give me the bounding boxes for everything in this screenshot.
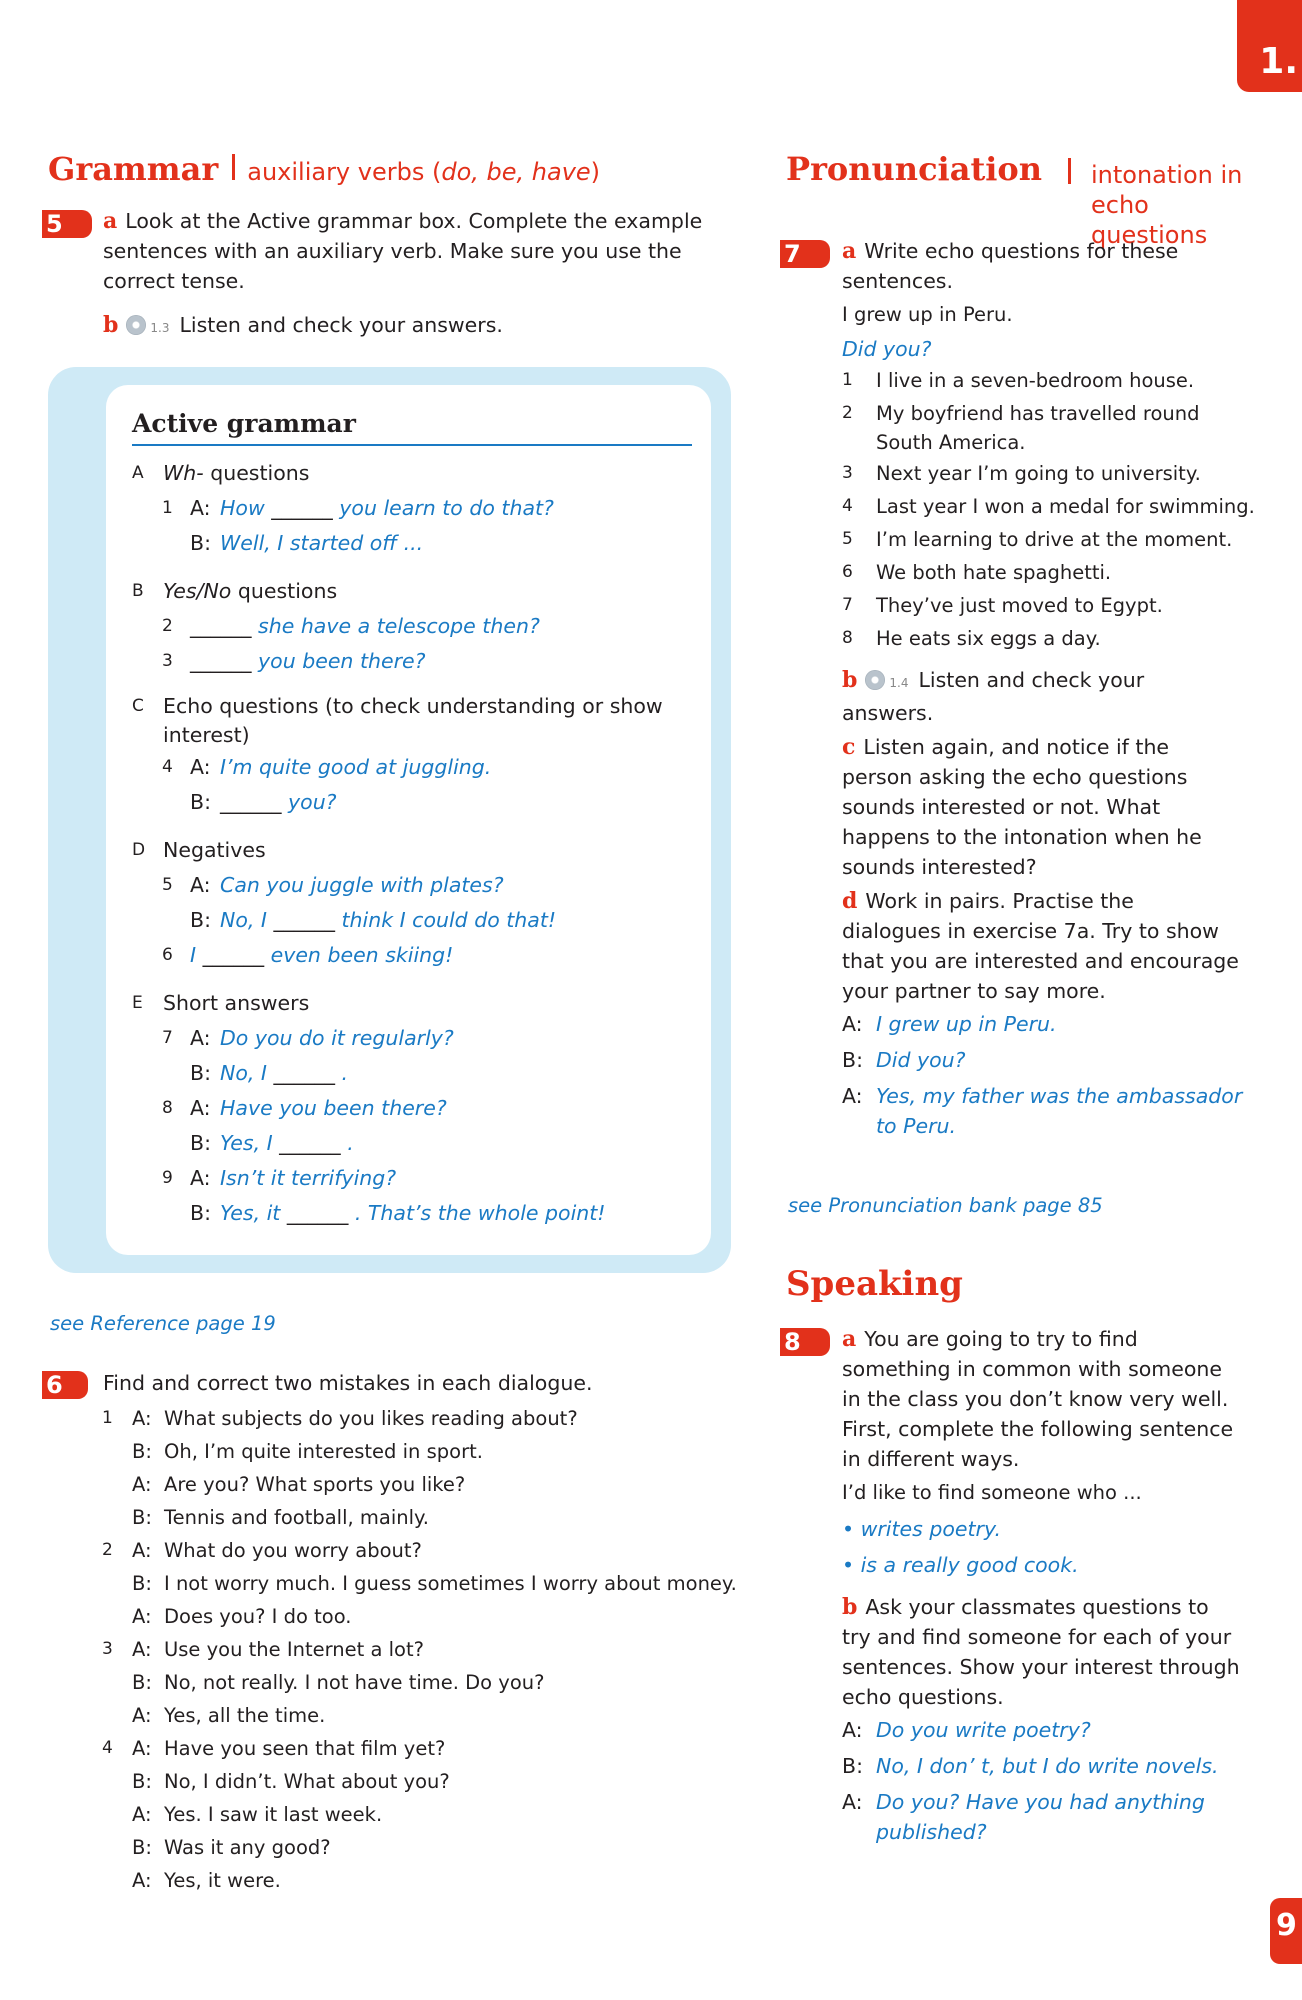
exercise-7d-line2: dialogues in exercise 7a. Try to show [842,919,1219,943]
dialogue-1-line-3: A: Are you? What sports you like? [132,1473,466,1496]
dialogue-4-line-4: B: Was it any good? [132,1836,331,1859]
exercise-7c-line3: sounds interested or not. What [842,795,1161,819]
exercise-7d: d Work in pairs. Practise the [842,888,1134,914]
dialogue-3-line-1: 3 A: Use you the Internet a lot? [102,1638,424,1661]
section-c: C Echo questions (to check understanding or show [132,694,663,718]
item-8-b: B: Yes, I ______ . [190,1131,354,1155]
exercise-number-8: 8 [780,1328,830,1356]
active-grammar-box [48,367,731,1273]
grammar-column [46,150,738,1892]
pronunciation-title: Pronunciation [786,150,1042,188]
dialogue-3-line-3: A: Yes, all the time. [132,1704,326,1727]
exercise-8a-line3: in the class you don’t know very well. [842,1387,1229,1411]
example-sentence: I grew up in Peru. [842,303,1013,326]
sentence-1: 1 I live in a seven-bedroom house. [842,369,1195,392]
dialogue-2-line-1: 2 A: What do you worry about? [102,1539,422,1562]
exercise-5a: a Look at the Active grammar box. Complete the example [103,208,703,234]
dialogue-2-line-3: A: Does you? I do too. [132,1605,352,1628]
blank-2[interactable]: ______ [190,614,252,638]
section-a: A Wh- questions [132,461,310,485]
exercise-number-6: 6 [42,1371,88,1399]
exercise-7c-line2: person asking the echo questions [842,765,1188,789]
speaking-dialogue-3: A: Do you? Have you had anything [842,1790,1205,1814]
blank-9[interactable]: ______ [286,1201,349,1225]
dialogue-3-line-2: B: No, not really. I not have time. Do you? [132,1671,545,1694]
sentence-8: 8 He eats six eggs a day. [842,627,1101,650]
speaking-title: Speaking [786,1264,963,1304]
item-1-a: 1 A: How ______ you learn to do that? [162,496,554,520]
exercise-7a-line2: sentences. [842,269,954,293]
grammar-heading [48,150,738,188]
exercise-7b: b 1.4 Listen and check your [842,667,1145,693]
dialogue-1-line-1: 1 A: What subjects do you likes reading about? [102,1407,578,1430]
exercise-7b-line2: answers. [842,701,934,725]
exercise-7c-line4: happens to the intonation when he [842,825,1202,849]
pronunciation-dialogue-3: A: Yes, my father was the ambassador [842,1084,1243,1108]
speaking-dialogue-2: B: No, I don’ t, but I do write novels. [842,1754,1219,1778]
pronunciation-bank-link[interactable]: see Pronunciation bank page 85 [788,1194,1103,1217]
blank-7[interactable]: ______ [273,1061,335,1085]
pronunciation-dialogue-1: A: I grew up in Peru. [842,1012,1057,1036]
exercise-8a-line5: in different ways. [842,1447,1020,1471]
sentence-4: 4 Last year I won a medal for swimming. [842,495,1255,518]
exercise-7d-line4: your partner to say more. [842,979,1106,1003]
item-3: 3 ______ you been there? [162,649,426,673]
dialogue-4-line-2: B: No, I didn’t. What about you? [132,1770,450,1793]
section-b: B Yes/No questions [132,579,338,603]
exercise-8a-line2: something in common with someone [842,1357,1223,1381]
pronunciation-dialogue-3-line2: to Peru. [876,1114,957,1138]
item-7-a: 7 A: Do you do it regularly? [162,1026,454,1050]
blank-5[interactable]: ______ [273,908,335,932]
section-c-line2: interest) [163,723,250,747]
unit-tab [1237,0,1302,92]
pronunciation-subtitle: intonation in echo questions [1091,161,1243,249]
section-e: E Short answers [132,991,310,1015]
exercise-7a: a Write echo questions for these [842,238,1179,264]
grammar-title: Grammar [48,150,219,188]
blank-8[interactable]: ______ [279,1131,341,1155]
audio-cd-icon[interactable] [126,315,146,335]
sentence-6: 6 We both hate spaghetti. [842,561,1112,584]
dialogue-4-line-1: 4 A: Have you seen that film yet? [102,1737,446,1760]
exercise-5a-line2: sentences with an auxiliary verb. Make sure you use the [103,239,682,263]
item-4-b: B: ______ you? [190,790,337,814]
exercise-8b-line3: sentences. Show your interest through [842,1655,1240,1679]
exercise-8a: a You are going to try to find [842,1326,1138,1352]
section-d: D Negatives [132,838,266,862]
exercise-number-5: 5 [42,210,92,238]
dialogue-1-line-2: B: Oh, I’m quite interested in sport. [132,1440,483,1463]
exercise-8b: b Ask your classmates questions to [842,1594,1209,1620]
active-grammar-panel [106,385,711,1255]
sentence-5: 5 I’m learning to drive at the moment. [842,528,1233,551]
exercise-5a-line3: correct tense. [103,269,245,293]
blank-6[interactable]: ______ [202,943,265,967]
example-answer: Did you? [842,337,932,361]
reference-link[interactable]: see Reference page 19 [50,1312,276,1335]
active-grammar-title: Active grammar [132,409,692,446]
item-1-b: B: Well, I started off ... [190,531,424,555]
exercise-8b-line2: try and find someone for each of your [842,1625,1232,1649]
dialogue-2-line-2: B: I not worry much. I guess sometimes I worry about money. [132,1572,737,1595]
pronunciation-speaking-column [784,150,1266,1844]
pronunciation-dialogue-2: B: Did you? [842,1048,966,1072]
unit-tab-label: 1. [1259,41,1298,82]
grammar-subtitle: auxiliary verbs (do, be, have) [247,158,601,186]
page-number: 9 [1276,1908,1297,1943]
exercise-number-7: 7 [780,240,830,268]
exercise-6-instruction: Find and correct two mistakes in each dialogue. [103,1371,593,1395]
exercise-8a-line4: First, complete the following sentence [842,1417,1234,1441]
item-9-a: 9 A: Isn’t it terrifying? [162,1166,397,1190]
item-9-b: B: Yes, it ______ . That’s the whole point! [190,1201,606,1225]
dialogue-4-line-5: A: Yes, it were. [132,1869,281,1892]
speaking-dialogue-1: A: Do you write poetry? [842,1718,1091,1742]
blank-4[interactable]: ______ [220,790,282,814]
item-2: 2 ______ she have a telescope then? [162,614,540,638]
dialogue-4-line-3: A: Yes. I saw it last week. [132,1803,383,1826]
audio-cd-icon[interactable] [865,670,885,690]
sentence-2-line2: South America. [876,431,1026,454]
title-separator [232,154,235,180]
exercise-7c-line5: sounds interested? [842,855,1037,879]
exercise-7d-line3: that you are interested and encourage [842,949,1239,973]
item-5-a: 5 A: Can you juggle with plates? [162,873,504,897]
item-8-a: 8 A: Have you been there? [162,1096,447,1120]
exercise-7c: c Listen again, and notice if the [842,734,1170,760]
item-6: 6 I ______ even been skiing! [162,943,454,967]
item-4-a: 4 A: I’m quite good at juggling. [162,755,492,779]
page-number-tab [1270,1898,1302,1964]
sentence-2: 2 My boyfriend has travelled round [842,402,1200,425]
title-separator [1068,158,1071,184]
blank-3[interactable]: ______ [190,649,252,673]
blank-1[interactable]: ______ [271,496,333,520]
item-7-b: B: No, I ______ . [190,1061,349,1085]
exercise-8b-line4: echo questions. [842,1685,1004,1709]
pronunciation-heading [786,150,1266,249]
bullet-1: • writes poetry. [842,1517,1002,1541]
exercise-5b: b 1.3 Listen and check your answers. [103,312,503,338]
sentence-3: 3 Next year I’m going to university. [842,462,1201,485]
item-5-b: B: No, I ______ think I could do that! [190,908,557,932]
speaking-prompt: I’d like to find someone who ... [842,1481,1142,1504]
bullet-2: • is a really good cook. [842,1553,1079,1577]
speaking-dialogue-3-line2: published? [876,1820,987,1844]
sentence-7: 7 They’ve just moved to Egypt. [842,594,1163,617]
dialogue-1-line-4: B: Tennis and football, mainly. [132,1506,430,1529]
